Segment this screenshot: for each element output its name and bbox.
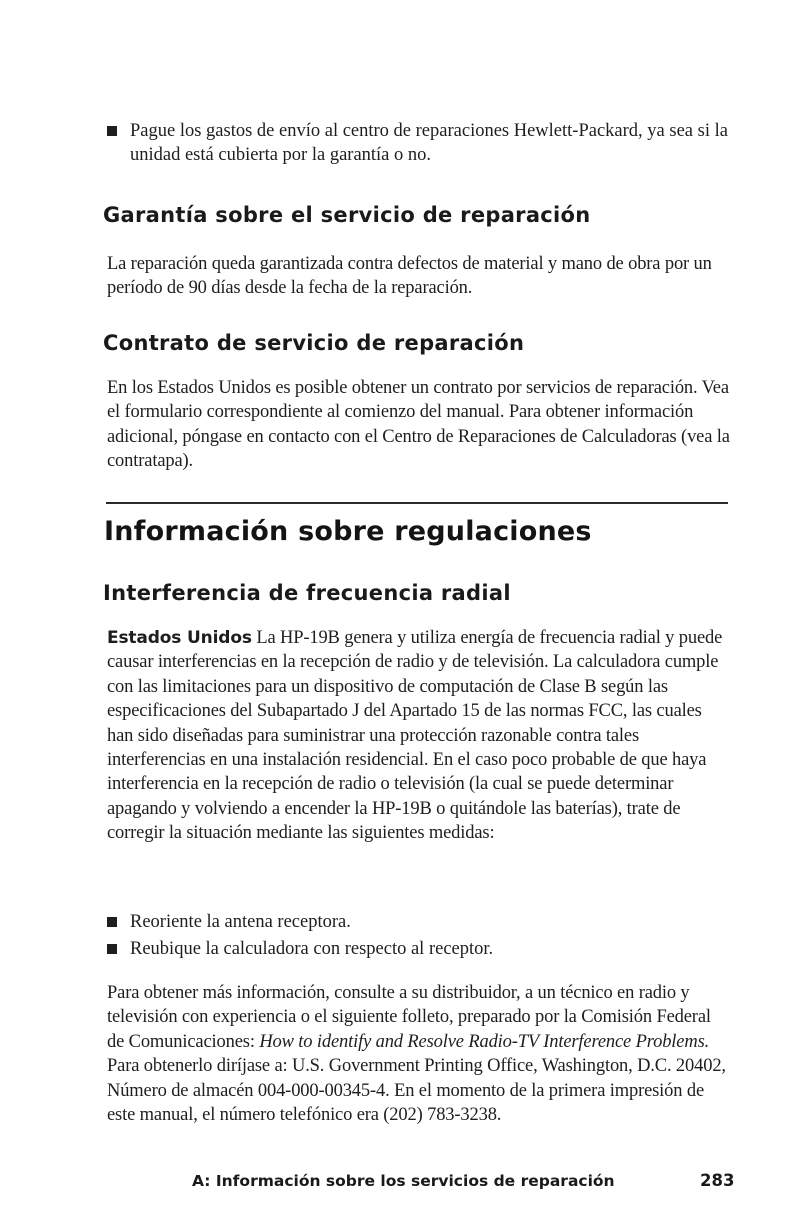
united-states-text: La HP-19B genera y utiliza energía de frecuencia radial y puede causar interferencias en la recepción de radio y de televisión. La calculadora cumple con las limitaciones para un dispositivo de computación de Clase B según las especificaciones del Subapartado J del Apartado 15 de las normas FCC, las cuales han sido diseñadas para suministrar una protección razonable contra tales interferencias en una instalación residencial. En el caso poco probable de que haya interferencia en la recepción de radio o televisión (la cual se puede determinar apagando y volviendo a encender la HP-19B o quitándole las baterías), trate de corregir la situación mediante las siguientes medidas: [107, 628, 723, 844]
measure-text: Reoriente la antena receptora. [130, 912, 351, 932]
more-info-paragraph [107, 981, 732, 1127]
repair-warranty-paragraph: La reparación queda garantizada contra defectos de material y mano de obra por un período de 90 días desde la fecha de la reparación. [107, 254, 712, 299]
bullet-square-icon [107, 944, 117, 954]
service-contract-paragraph: En los Estados Unidos es posible obtener un contrato por servicios de reparación. Vea el formulario correspondiente al comienzo del manual. Para obtener información adicional, póngase en contacto con el Centro de Reparaciones de Calculadoras (vea la contratapa). [107, 378, 730, 472]
measure-text: Reubique la calculadora con respecto al receptor. [130, 939, 494, 959]
regulatory-info-title: Información sobre regulaciones [104, 516, 592, 547]
shipping-bullet-text: Pague los gastos de envío al centro de reparaciones Hewlett-Packard, ya sea si la unidad está cubierta por la garantía o no. [130, 121, 728, 166]
page-number: 283 [700, 1171, 735, 1190]
radio-interference-heading: Interferencia de frecuencia radial [103, 581, 511, 605]
shipping-bullet-item [107, 119, 732, 168]
measure-bullet-item [107, 937, 732, 961]
service-contract-heading: Contrato de servicio de reparación [103, 331, 525, 355]
repair-warranty-heading: Garantía sobre el servicio de reparación [103, 203, 591, 227]
section-divider [106, 502, 728, 504]
bullet-square-icon [107, 917, 117, 927]
measure-bullet-item [107, 910, 732, 934]
united-states-paragraph [107, 626, 732, 846]
running-footer: A: Información sobre los servicios de reparación [192, 1172, 615, 1190]
united-states-run-in-label: Estados Unidos [107, 628, 252, 648]
booklet-title: How to identify and Resolve Radio-TV Interference Problems. [259, 1031, 710, 1052]
more-info-text-end: Para obtenerlo diríjase a: U.S. Government Printing Office, Washington, D.C. 20402, Número de almacén 004-000-00345-4. En el momento de la primera impresión de este manual, el número telefónico era (202) 783-3238. [107, 1056, 726, 1126]
bullet-square-icon [107, 126, 117, 136]
more-info-text-start: Para obtener más información, consulte a su distribuidor, a un técnico en radio y televisión con experiencia o el siguiente folleto, preparado por la Comisión Federal de Comunicaciones: [107, 983, 711, 1052]
